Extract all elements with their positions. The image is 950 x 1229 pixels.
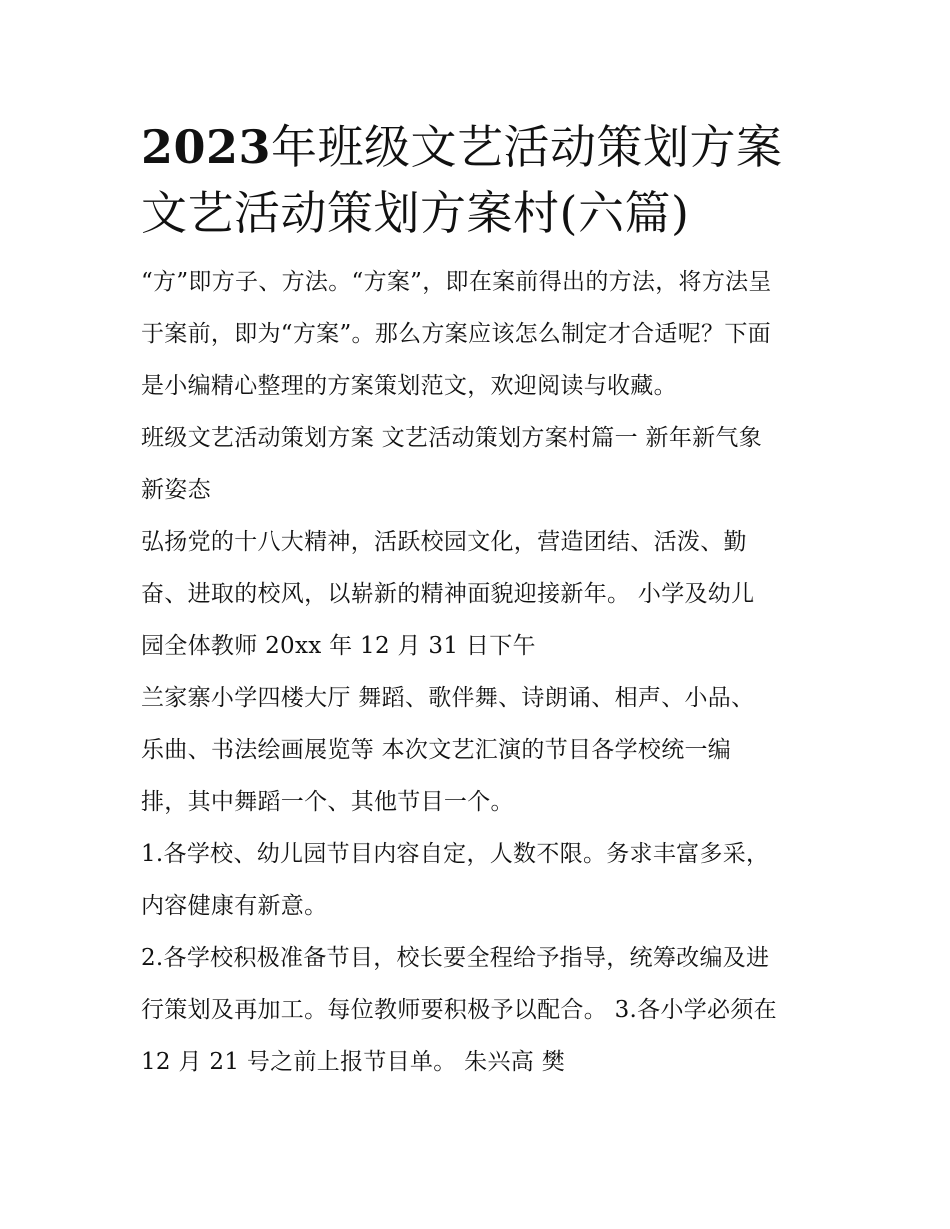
text-line: 于案前，即为“方案”。那么方案应该怎么制定才合适呢？下面 <box>141 321 771 347</box>
document-title <box>141 114 821 246</box>
title-line-1-text: 年班级文艺活动策划方案 <box>271 120 783 174</box>
section-heading-paragraph <box>141 412 821 516</box>
text-line: “方”即方子、方法。“方案”，即在案前得出的方法，将方法呈 <box>141 269 772 295</box>
text-line: 内容健康有新意。 <box>141 893 328 919</box>
requirement-1-paragraph <box>141 828 821 932</box>
title-line-1 <box>141 114 821 180</box>
text-line: 是小编精心整理的方案策划范文，欢迎阅读与收藏。 <box>141 373 677 399</box>
document-body <box>141 256 821 1088</box>
text-line: 园全体教师 20xx 年 12 月 31 日下午 <box>141 633 536 659</box>
text-line: 1.各学校、幼儿园节目内容自定，人数不限。务求丰富多采， <box>141 841 770 867</box>
text-line: 排，其中舞蹈一个、其他节目一个。 <box>141 789 514 815</box>
title-year: 2023 <box>141 120 272 174</box>
text-line: 行策划及再加工。每位教师要积极予以配合。 3.各小学必须在 <box>141 997 777 1023</box>
text-line: 班级文艺活动策划方案 文艺活动策划方案村篇一 新年新气象 <box>141 425 763 451</box>
document-content <box>141 114 821 1088</box>
title-line-2: 文艺活动策划方案村(六篇) <box>141 186 690 240</box>
text-line: 兰家寨小学四楼大厅 舞蹈、歌伴舞、诗朗诵、相声、小品、 <box>141 685 755 711</box>
venue-program-paragraph <box>141 672 821 828</box>
text-line: 12 月 21 号之前上报节目单。 朱兴高 樊 <box>141 1049 565 1075</box>
text-line: 弘扬党的十八大精神，活跃校园文化，营造团结、活泼、勤 <box>141 529 747 555</box>
text-line: 新姿态 <box>141 477 211 503</box>
text-line: 2.各学校积极准备节目，校长要全程给予指导，统筹改编及进 <box>141 945 770 971</box>
intro-paragraph <box>141 256 821 412</box>
text-line: 乐曲、书法绘画展览等 本次文艺汇演的节目各学校统一编 <box>141 737 732 763</box>
text-line: 奋、进取的校风，以崭新的精神面貌迎接新年。 小学及幼儿 <box>141 581 755 607</box>
purpose-paragraph <box>141 516 821 672</box>
requirement-2-paragraph <box>141 932 821 1088</box>
